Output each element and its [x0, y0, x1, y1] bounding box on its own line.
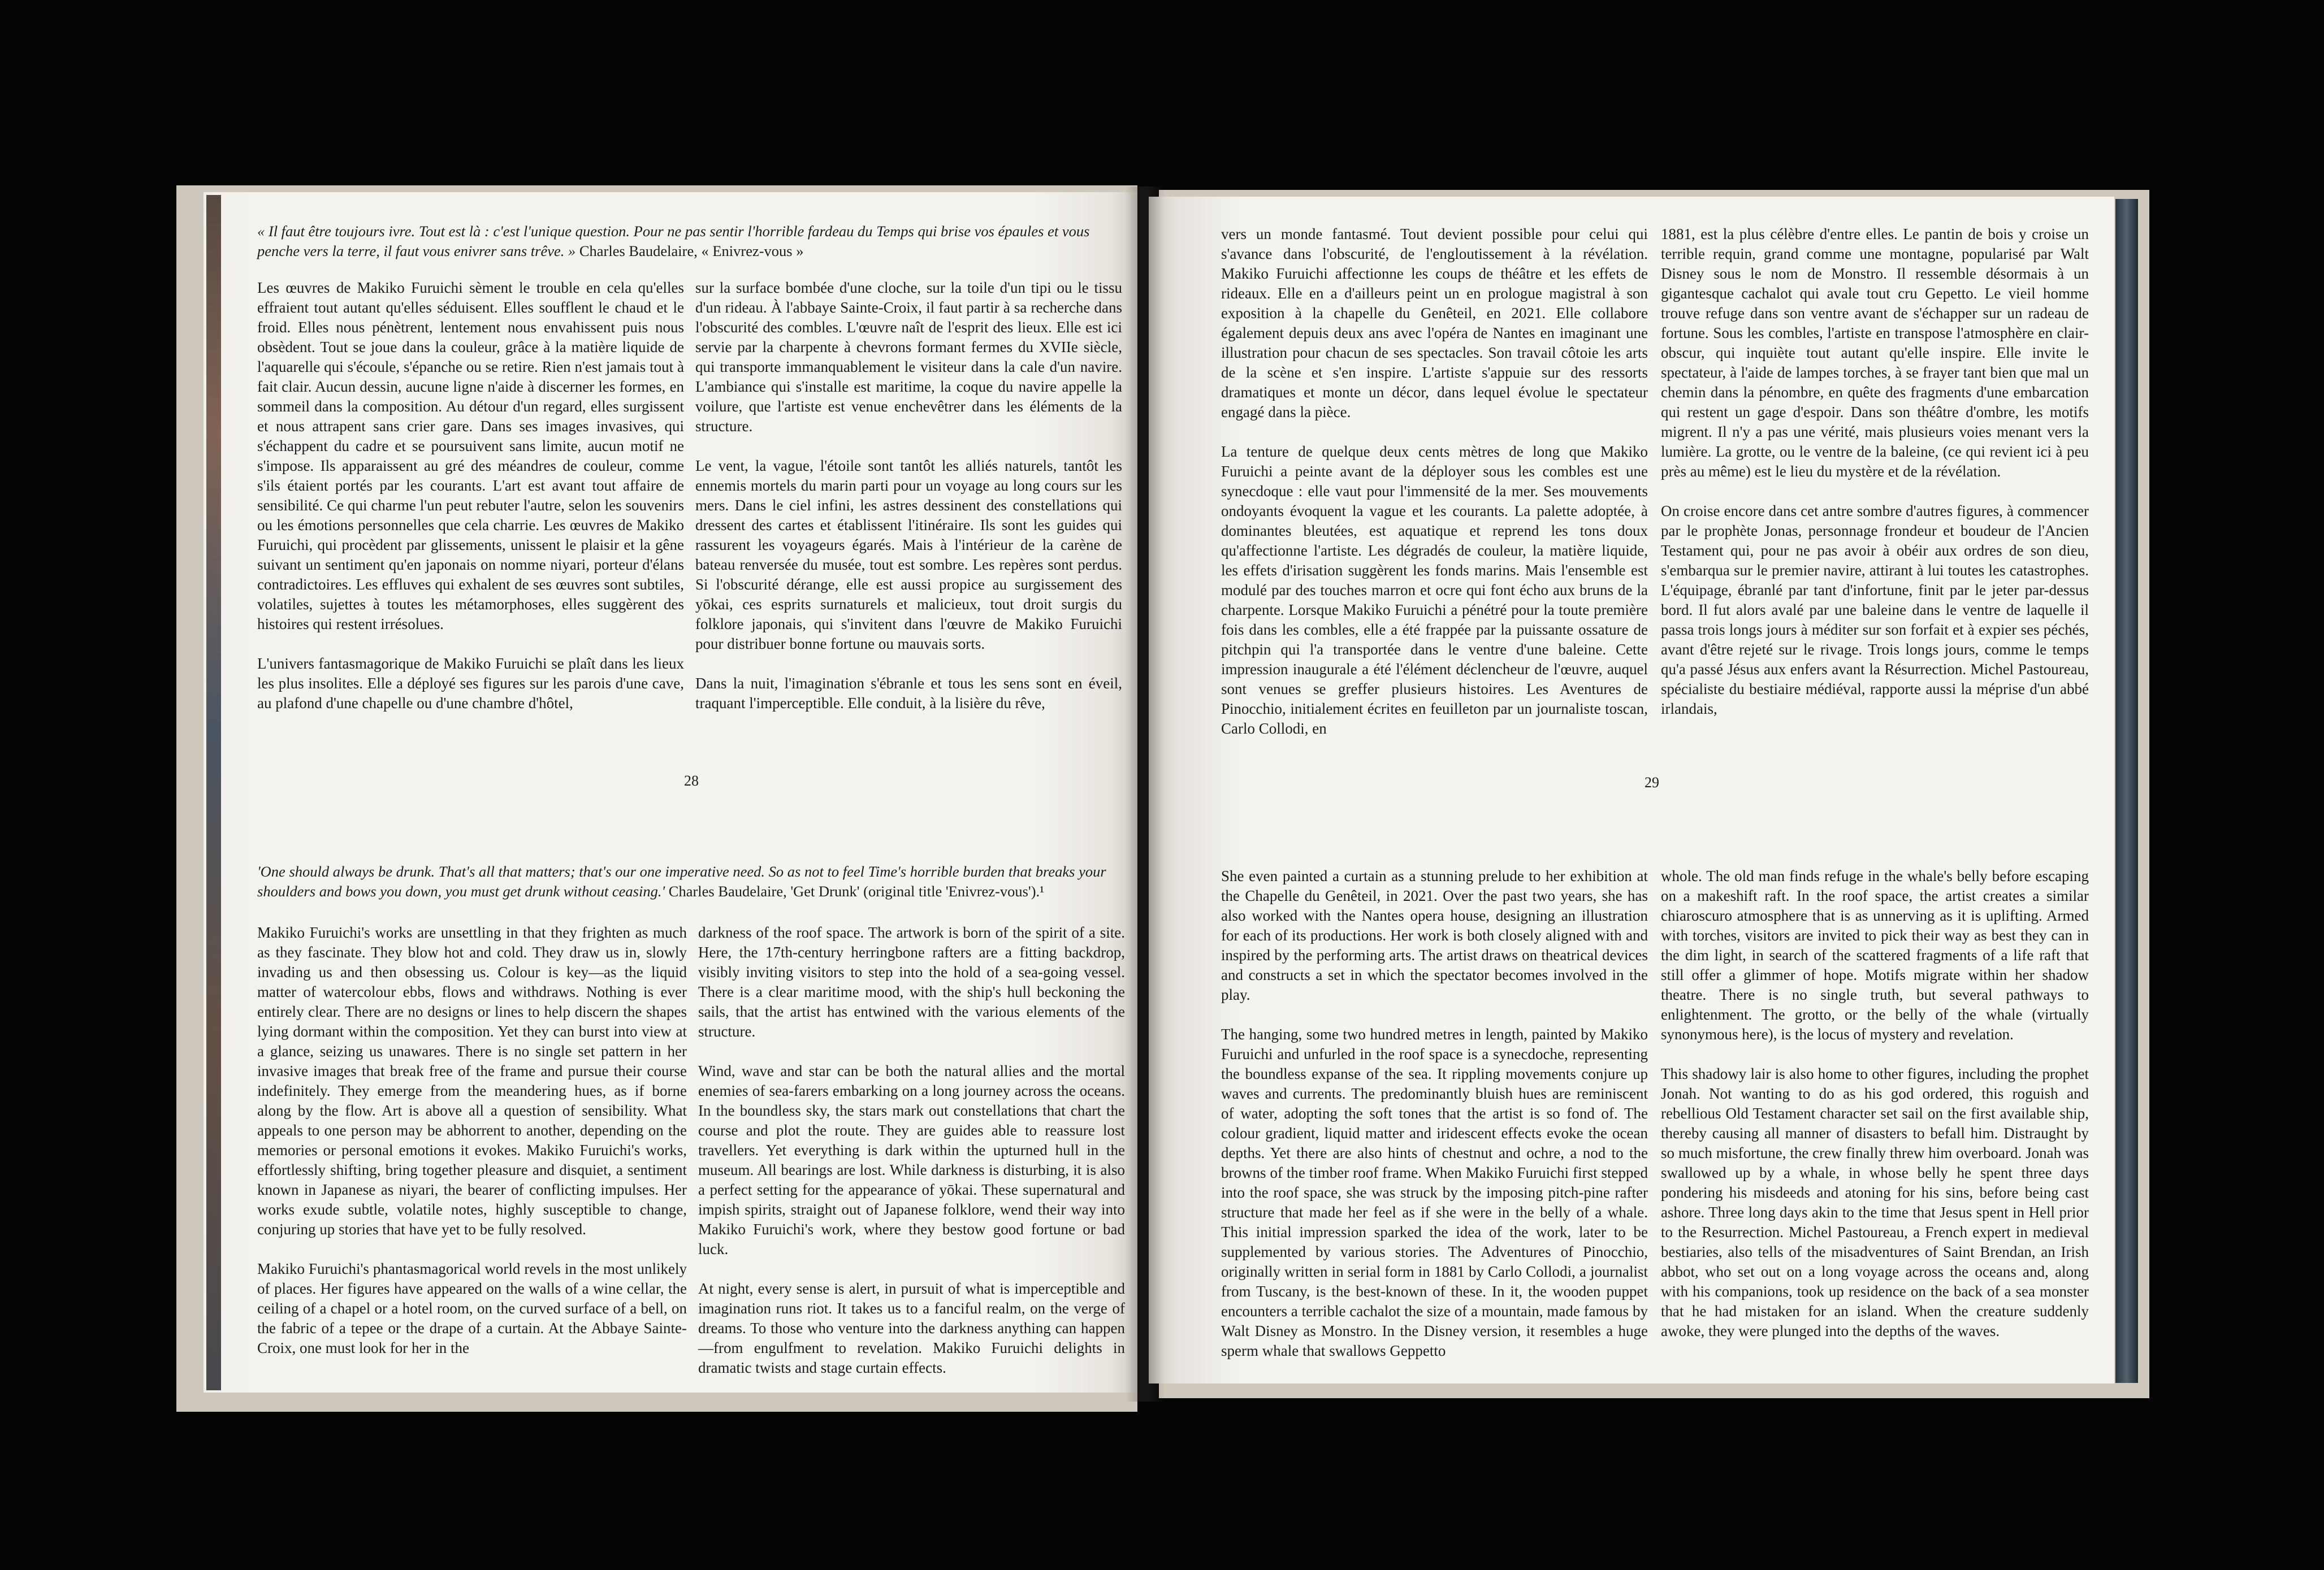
right-french-column-1: [1221, 224, 1648, 758]
paragraph: At night, every sense is alert, in pursuit of what is imperceptible and imagination runs riot. It takes us to a fanciful realm, on the verge of dreams. To those who venture into the darkness anything can happen—from engulfment to revelation. Makiko Furuichi delights in dramatic twists and stage curtain effects.: [698, 1280, 1125, 1376]
paragraph: sur la surface bombée d'une cloche, sur la toile d'un tipi ou le tissu d'un rideau. À l'abbaye Sainte-Croix, il faut partir à sa recherche dans l'obscurité des combles. L'œuvre naît de l'esprit des lieux. Elle est ici servie par la charpente à chevrons formant fermes du XVIIe siècle, qui transporte immanquablement le visiteur dans la cale d'un navire. L'ambiance qui s'installe est maritime, la coque du navire appelle la voilure, que l'artiste est venue enchevêtrer dans les éléments de la structure.: [695, 279, 1122, 435]
right-english-column-2: [1661, 866, 2089, 1361]
book-spine-shadow: [1125, 187, 1165, 1402]
page-number-right: 29: [1644, 774, 1659, 791]
paragraph: whole. The old man finds refuge in the whale's belly before escaping on a makeshift raft. In the roof space, the artist creates a similar chiaroscuro atmosphere that is as unnerving as it is uplifting. Armed with torches, visitors are invited to pick their way as best they can in the dim light, in search of the scattered fragments of a life raft that still offer a glimmer of hope. Motifs migrate within her shadow theatre. There is no single truth, but several pathways to enlightenment. The grotto, or the belly of the whale (virtually synonymous here), is the locus of mystery and revelation.: [1661, 868, 2089, 1043]
epigraph-english-attribution: Charles Baudelaire, 'Get Drunk' (original title 'Enivrez-vous').¹: [665, 883, 1045, 900]
right-page-edge-stripe: [2115, 199, 2138, 1383]
left-page-edge-artwork: [206, 195, 221, 1390]
left-english-column-2: [698, 923, 1125, 1398]
page-number-left: 28: [684, 773, 699, 789]
epigraph-french-quote: « Il faut être toujours ivre. Tout est là : c'est l'unique question. Pour ne pas sentir l'horrible fardeau du Temps qui brise vos épaules et vous penche vers la terre, il faut vous enivrer sans trêve. »: [257, 223, 1090, 259]
epigraph-english-quote: 'One should always be drunk. That's all that matters; that's our one imperative need. So as not to feel Time's horrible burden that breaks your shoulders and bows you down, you must get drunk without ceasing.': [257, 863, 1106, 900]
left-english-column-1: [257, 923, 687, 1378]
left-french-column-2: [695, 278, 1122, 733]
paragraph: She even painted a curtain as a stunning prelude to her exhibition at the Chapelle du Genêteil, in 2021. Over the past two years, she has also worked with the Nantes opera house, designing an illustration for each of its productions. Her work is both closely aligned with and inspired by the performing arts. The artist draws on theatrical devices and constructs a set in which the spectator becomes involved in the play.: [1221, 868, 1648, 1003]
paragraph: Le vent, la vague, l'étoile sont tantôt les alliés naturels, tantôt les ennemis mortels du marin parti pour un voyage au long cours sur les mers. Dans le ciel infini, les astres dessinent des constellations qui dressent des cartes et établissent l'itinéraire. Ils sont les guides qui rassurent les voyageurs égarés. Mais à l'intérieur de la carène de bateau renversée du musée, tout est sombre. Les repères sont perdus. Si l'obscurité dérange, elle est aussi propice au surgissement des yōkai, ces esprits surnaturels et malicieux, tout droit surgis du folklore japonais, qui s'invitent dans l'œuvre de Makiko Furuichi pour distribuer bonne fortune ou mauvais sorts.: [695, 457, 1122, 652]
epigraph-french: [257, 222, 1125, 261]
paragraph: L'univers fantasmagorique de Makiko Furuichi se plaît dans les lieux les plus insolites. Elle a déployé ses figures sur les parois d'une cave, au plafond d'une chapelle ou d'une chambre d'hôtel,: [257, 655, 684, 712]
paragraph: On croise encore dans cet antre sombre d'autres figures, à commencer par le prophète Jonas, personnage frondeur et boudeur de l'Ancien Testament qui, pour ne pas avoir à obéir aux ordres de son dieu, s'embarqua sur le premier navire, attirant à lui toutes les catastrophes. L'équipage, ébranlé par tant d'infortune, finit par le jeter par-dessus bord. Il fut alors avalé par une baleine dans le ventre de laquelle il passa trois longs jours à méditer sur son forfait et à expier ses péchés, avant d'être rejeté sur le rivage. Trois longs jours, comme le temps qu'a passé Jésus aux enfers avant la Résurrection. Michel Pastoureau, spécialiste du bestiaire médiéval, rapporte aussi la méprise d'un abbé irlandais,: [1661, 502, 2089, 717]
right-french-column-2: [1661, 224, 2089, 739]
paragraph: The hanging, some two hundred metres in length, painted by Makiko Furuichi and unfurled in the roof space is a synecdoche, representing the boundless expanse of the sea. It rippling movements conjure up waves and currents. The predominantly bluish hues are reminiscent of water, adopting the soft tones that the artist is so fond of. The colour gradient, liquid matter and iridescent effects evoke the ocean depths. Yet there are also hints of chestnut and ochre, a nod to the browns of the timber roof frame. When Makiko Furuichi first stepped into the roof space, she was struck by the imposing pitch-pine rafter structure that made her feel as if she were in the belly of a whale. This initial impression sparked the idea of the work, later to be supplemented by various stories. The Adventures of Pinocchio, originally written in serial form in 1881 by Carlo Collodi, a journalist from Tuscany, is the best-known of these. In it, the wooden puppet encounters a terrible cachalot the size of a mountain, made famous by Walt Disney as Monstro. In the Disney version, it resembles a huge sperm whale that swallows Geppetto: [1221, 1026, 1648, 1359]
left-french-column-1: [257, 278, 684, 733]
paragraph: Les œuvres de Makiko Furuichi sèment le trouble en cela qu'elles effraient tout autant qu'elles séduisent. Elles soufflent le chaud et le froid. Elles nous pénètrent, lentement nous envahissent puis nous obsèdent. Tout se joue dans la couleur, grâce à la matière liquide de l'aquarelle qui s'écoule, s'épanche ou se retire. Rien n'est jamais tout à fait clair. Aucun dessin, aucune ligne n'aide à discerner les formes, en sommeil dans la composition. Au détour d'un regard, elles surgissent et nous attrapent sans crier gare. Dans ses images invasives, qui s'échappent du cadre et se poursuivent sans limite, aucun motif ne s'impose. Ils apparaissent au gré des méandres de couleur, comme s'ils étaient portés par les courants. L'art est avant tout affaire de sensibilité. Ce qui charme l'un peut rebuter l'autre, selon les souvenirs ou les émotions personnelles que cela charrie. Les œuvres de Makiko Furuichi, qui procèdent par glissements, unissent le plaisir et la gêne suivant un sentiment qu'en japonais on nomme niyari, porteur d'élans contradictoires. Les effluves qui exhalent de ses œuvres sont subtiles, volatiles, sujettes à toutes les métamorphoses, elles suggèrent des histoires qui restent irrésolues.: [257, 279, 684, 632]
paragraph: Makiko Furuichi's works are unsettling in that they frighten as much as they fascinate. They blow hot and cold. They draw us in, slowly invading us and then obsessing us. Colour is key—as the liquid matter of watercolour ebbs, flows and withdraws. Nothing is ever entirely clear. There are no designs or lines to help discern the shapes lying dormant within the composition. Yet they can burst into view at a glance, seizing us unawares. There is no single set pattern in her invasive images that break free of the frame and pursue their course indefinitely. They emerge from the meandering hues, as if borne along by the flow. Art is above all a question of sensibility. What appeals to one person may be abhorrent to another, depending on the memories or personal emotions it evokes. Makiko Furuichi's works, effortlessly shifting, bring together pleasure and disquiet, a sentiment known in Japanese as niyari, the bearer of conflicting impulses. Her works exude subtle, volatile notes, highly susceptible to change, conjuring up stories that have yet to be fully resolved.: [257, 924, 687, 1238]
right-english-column-1: [1221, 866, 1648, 1381]
epigraph-french-attribution: Charles Baudelaire, « Enivrez-vous »: [575, 242, 804, 259]
paragraph: Makiko Furuichi's phantasmagorical world revels in the most unlikely of places. Her figures have appeared on the walls of a wine cellar, the ceiling of a chapel or a hotel room, on the curved surface of a bell, on the fabric of a tepee or the drape of a curtain. At the Abbaye Sainte-Croix, one must look for her in the: [257, 1260, 687, 1356]
paragraph: vers un monde fantasmé. Tout devient possible pour celui qui s'avance dans l'obscurité, de l'engloutissement à la révélation. Makiko Furuichi affectionne les coups de théâtre et les effets de rideaux. Elle en a d'ailleurs peint un en prologue magistral à son exposition à la chapelle du Genêteil, en 2021. Elle collabore également depuis deux ans avec l'opéra de Nantes en imaginant une illustration pour chacun de ses spectacles. Son travail côtoie les arts de la scène et s'en inspire. L'artiste s'appuie sur des ressorts dramatiques et monte un décor, dans lequel évolue le spectateur engagé dans la pièce.: [1221, 225, 1648, 420]
paragraph: Wind, wave and star can be both the natural allies and the mortal enemies of sea-farers embarking on a long journey across the oceans. In the boundless sky, the stars mark out constellations that chart the course and plot the route. They are guides able to reassure lost travellers. Yet everything is dark within the upturned hull in the museum. All bearings are lost. While darkness is disturbing, it is also a perfect setting for the appearance of yōkai. These supernatural and impish spirits, straight out of Japanese folklore, wend their way into Makiko Furuichi's work, where they bestow good fortune or bad luck.: [698, 1062, 1125, 1257]
paragraph: 1881, est la plus célèbre d'entre elles. Le pantin de bois y croise un terrible requin, grand comme une montagne, popularisé par Walt Disney sous le nom de Monstro. Il ressemble désormais à un gigantesque cachalot qui avale tout cru Gepetto. Le vieil homme trouve refuge dans son ventre avant de s'échapper sur un radeau de fortune. Sous les combles, l'artiste en transpose l'atmosphère en clair-obscur, qui inquiète tout autant qu'elle inspire. Elle invite le spectateur, à l'aide de lampes torches, à se frayer tant bien que mal un chemin dans la pénombre, en quête des fragments d'une embarcation qui restent un gage d'espoir. Dans son théâtre d'ombre, les motifs migrent. Il n'y a pas une vérité, mais plusieurs voies menant vers la lumière. La grotte, ou le ventre de la baleine, (ce qui revient ici à peu près au même) est le lieu du mystère et de la révélation.: [1661, 225, 2089, 480]
paragraph: This shadowy lair is also home to other figures, including the prophet Jonah. Not wanting to do as his god ordered, this roguish and rebellious Old Testament character set sail on the first available ship, thereby causing all manner of disasters to befall him. Distraught by so much misfortune, the crew finally threw him overboard. Jonah was swallowed up by a whale, in whose belly he spent three days pondering his misdeeds and atoning for his sins, before being cast ashore. Three long days akin to the time that Jesus spent in Hell prior to the Resurrection. Michel Pastoureau, a French expert in medieval bestiaries, also tells of the misadventures of Saint Brendan, an Irish abbot, who set out on a long voyage across the oceans and, along with his companions, took up residence on the back of a sea monster that he had mistaken for an island. When the creature suddenly awoke, they were plunged into the depths of the waves.: [1661, 1065, 2089, 1339]
paragraph: Dans la nuit, l'imagination s'ébranle et tous les sens sont en éveil, traquant l'imperceptible. Elle conduit, à la lisière du rêve,: [695, 675, 1122, 712]
epigraph-english: [257, 862, 1125, 901]
paragraph: darkness of the roof space. The artwork is born of the spirit of a site. Here, the 17th-century herringbone rafters are a fitting backdrop, visibly inviting visitors to step into the hold of a sea-going vessel. There is a clear maritime mood, with the ship's hull beckoning the sails, that the artist has entwined with the various elements of the structure.: [698, 924, 1125, 1040]
paragraph: La tenture de quelque deux cents mètres de long que Makiko Furuichi a peinte avant de la déployer sous les combles est une synecdoque : elle vaut pour l'immensité de la mer. Ses mouvements ondoyants évoquent la vague et les courants. La palette adoptée, à dominantes bleutées, est aquatique et reprend les tons doux qu'affectionne l'artiste. Les dégradés de couleur, la matière liquide, les effets d'irisation suggèrent les fonds marins. Mais l'ensemble est modulé par des touches marron et ocre qui font écho aux bruns de la charpente. Lorsque Makiko Furuichi a pénétré pour la toute première fois dans les combles, elle a été frappée par la puissante ossature de pitchpin qui l'a transportée dans le ventre d'une baleine. Cette impression inaugurale a été l'élément déclencheur de l'œuvre, auquel sont venues se greffer plusieurs histoires. Les Aventures de Pinocchio, initialement écrites en feuilleton par un journaliste toscan, Carlo Collodi, en: [1221, 443, 1648, 737]
